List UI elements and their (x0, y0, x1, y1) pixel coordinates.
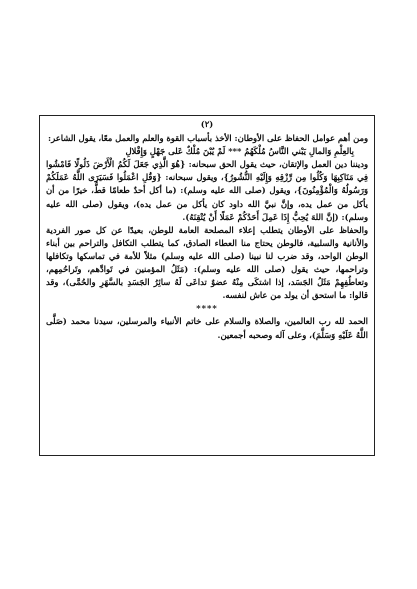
paragraph-closing: الحمد لله رب العالمين، والصلاة والسلام على خاتم الأنبياء والمرسلين، سيدنا محمد (صَلَّى اللَّهُ عَلَيْهِ وَسَلَّمَ)، وعلى آله وصحبه أجمعين. (46, 316, 368, 340)
text-frame (39, 115, 375, 456)
paragraph-public-interest: والحفاظ على الأوطان يتطلب إعلاء المصلحة العامة للوطن، بعيدًا عن كل صور الفردية والأنانية والسلبية، فالوطن يحتاج منا العطاء الصادق، كما يتطلب التكافل والتراحم بين أبناء الوطن الواحد، وقد ضرب لنا نبينا (صلى الله عليه وسلم) مثلاً للأمة في تماسكها وتكافلها وتراحمها، حيث يقول (صلى الله عليه وسلم): (مَثَلُ المؤمنين في تَوادِّهم، وتَراحُمِهم، وتعاطُفِهِمْ مَثَلُ الجَسَد، إذا اشتكَى مِنْهُ عضوٌ تداعَى لَهُ سائِرُ الجَسَدِ بالسَّهَرِ والحُمَّى)، وقد قالوا: ما استحق أن يولد من عاش لنفسه. (46, 224, 368, 301)
page-number: (٢) (200, 119, 214, 129)
paragraph-religion-work: وديننا دين العمل والإتقان، حيث يقول الحق سبحانه: {هُوَ الَّذِي جَعَلَ لَكُمُ الْأَرْضَ ذَلُولًا فَامْشُوا فِي مَنَاكِبِهَا وَكُلُوا مِن رِّزْقِهِ وَإِلَيْهِ النُّشُورُ}، ويقول سبحانه: {وَقُلِ اعْمَلُوا فَسَيَرَى اللَّهُ عَمَلَكُمْ وَرَسُولُهُ وَالْمُؤْمِنُونَ}، ويقول (صلى الله عليه وسلم): (ما أكل أحدٌ طعامًا قطُّ، خيرًا من أن يأكل من عمل يده، وإنَّ نبيَّ الله داود كان يأكل من عمل يده)، ويقول (صلى الله عليه وسلم): (إنَّ اللهَ يُحِبُّ إِذَا عَمِلَ أَحَدُكُمْ عَمَلًا أَنْ يُتْقِنَهُ). (46, 159, 368, 222)
section-separator: **** (196, 303, 218, 314)
text-content (46, 118, 368, 453)
paragraph-intro: ومن أهم عوامل الحفاظ على الأوطان: الأخذ بأسباب القوة والعلم والعمل معًا، يقول الشاعر: (48, 133, 368, 144)
poem-verse: بِالعِلْمِ وَالمالِ يَبْني النَّاسُ مُلْكَهُمُ *** لَمْ يُبْنَ مُلْكٌ عَلى جَهْلٍ وَإِقْلالِ (125, 146, 354, 157)
